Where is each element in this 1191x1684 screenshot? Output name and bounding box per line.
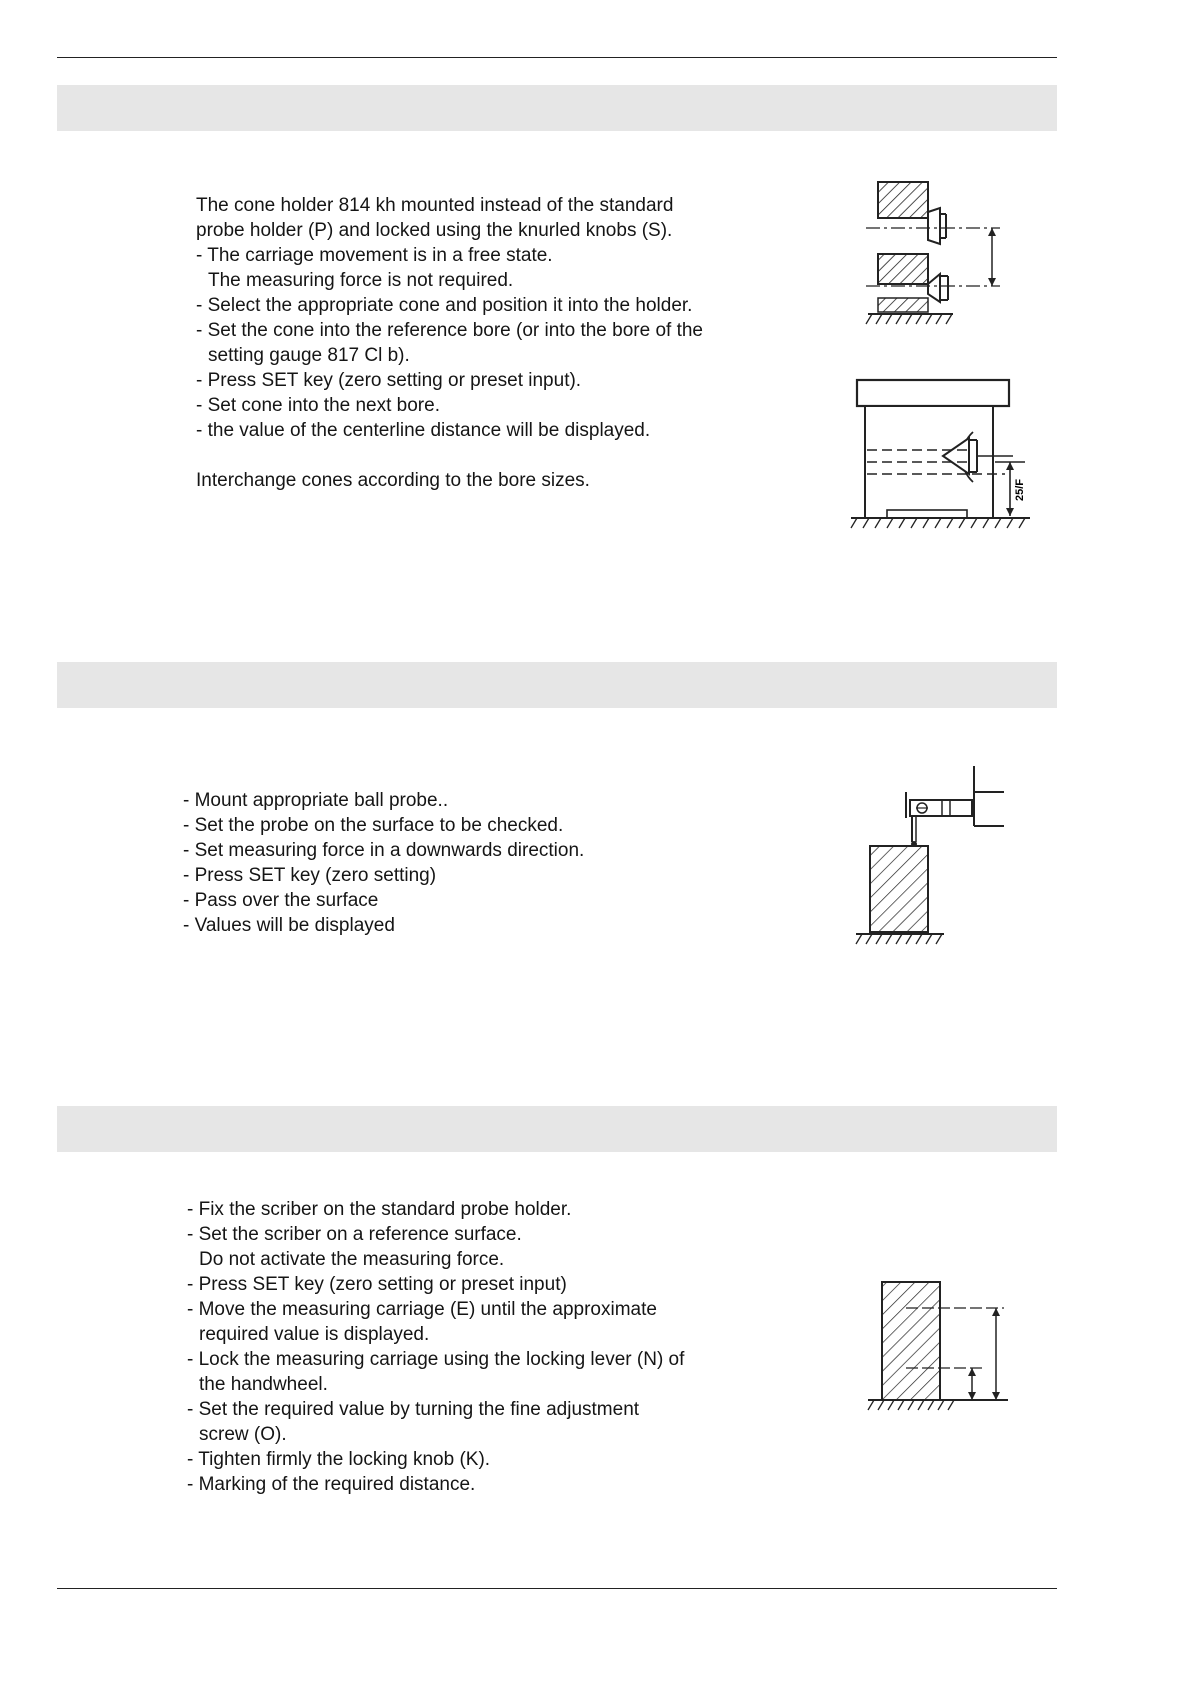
s1-line-3: - The carriage movement is in a free state. — [196, 245, 553, 266]
s1-line-2: probe holder (P) and locked using the knurled knobs (S). — [196, 220, 673, 241]
s2-line-4: - Press SET key (zero setting) — [183, 865, 437, 886]
s3-line-4: - Press SET key (zero setting or preset input) — [187, 1274, 567, 1295]
section2-instructions — [183, 788, 584, 938]
s1-line-10: - the value of the centerline distance will be displayed. — [196, 420, 651, 441]
s3-line-10: screw (O). — [199, 1424, 287, 1445]
s3-line-5: - Move the measuring carriage (E) until the approximate — [187, 1299, 657, 1320]
section3-header-band — [57, 1106, 1057, 1152]
s1-line-5: - Select the appropriate cone and position it into the holder. — [196, 295, 693, 316]
s1-line-1: The cone holder 814 kh mounted instead of the standard — [196, 195, 674, 216]
s2-line-1: - Mount appropriate ball probe.. — [183, 790, 449, 811]
section3-instructions — [187, 1197, 684, 1497]
cone-holder-figure — [858, 178, 1008, 338]
bottom-rule — [57, 1588, 1057, 1589]
s3-line-9: - Set the required value by turning the fine adjustment — [187, 1399, 640, 1420]
section1-instructions — [196, 193, 703, 493]
s3-line-11: - Tighten firmly the locking knob (K). — [187, 1449, 491, 1470]
scriber-marking-figure — [862, 1278, 1012, 1428]
s3-line-1: - Fix the scriber on the standard probe holder. — [187, 1199, 572, 1220]
s1-line-11: Interchange cones according to the bore sizes. — [196, 470, 590, 491]
s1-line-6: - Set the cone into the reference bore (or into the bore of the — [196, 320, 703, 341]
dimension-label: 25/F — [1014, 478, 1026, 502]
s3-line-7: - Lock the measuring carriage using the locking lever (N) of — [187, 1349, 685, 1370]
s2-line-5: - Pass over the surface — [183, 890, 379, 911]
s1-line-9: - Set cone into the next bore. — [196, 395, 440, 416]
s2-line-6: - Values will be displayed — [183, 915, 395, 936]
s3-line-12: - Marking of the required distance. — [187, 1474, 476, 1495]
section1-header-band — [57, 85, 1057, 131]
s1-line-7: setting gauge 817 Cl b). — [208, 345, 410, 366]
s3-line-6: required value is displayed. — [199, 1324, 430, 1345]
s2-line-3: - Set measuring force in a downwards direction. — [183, 840, 585, 861]
s1-line-8: - Press SET key (zero setting or preset input). — [196, 370, 582, 391]
ball-probe-figure — [850, 762, 1010, 952]
s3-line-8: the handwheel. — [199, 1374, 328, 1395]
s3-line-3: Do not activate the measuring force. — [199, 1249, 505, 1270]
s1-line-4: The measuring force is not required. — [208, 270, 514, 291]
top-rule — [57, 57, 1057, 58]
section2-header-band — [57, 662, 1057, 708]
s2-line-2: - Set the probe on the surface to be checked. — [183, 815, 564, 836]
setting-gauge-figure — [845, 378, 1040, 538]
s3-line-2: - Set the scriber on a reference surface. — [187, 1224, 522, 1245]
